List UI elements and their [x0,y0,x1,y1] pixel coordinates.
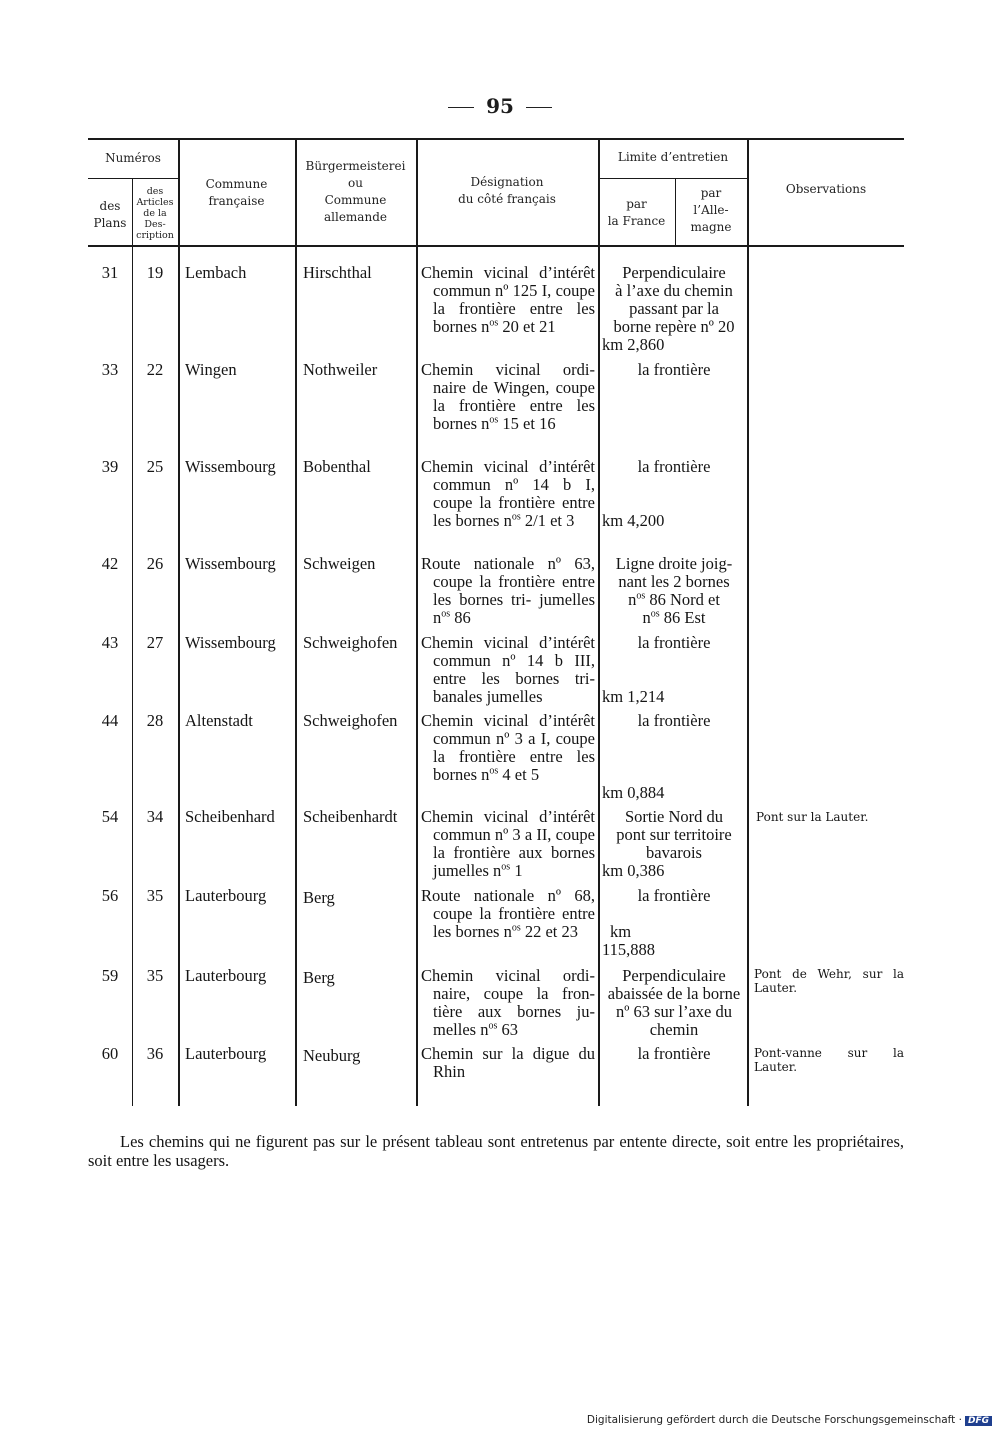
header-par-france [598,196,675,230]
row-limite: la frontière km 0,884 [602,711,711,802]
row-limite: la frontière km 1,214 [602,633,711,706]
row-burgermeisterei: Schweighofen [303,711,398,730]
numeros-subrule [88,178,178,179]
row-commune: Lauterbourg [185,1044,267,1063]
header-commune [178,176,295,210]
row-designation [421,887,595,941]
row-plan: 31 [101,263,119,282]
row-designation [421,458,595,530]
dash-right [526,107,552,108]
row-designation [421,808,595,880]
header-des-articles-l5: cription [136,230,174,241]
dash-left [448,107,474,108]
header-burg-l4: allemande [324,210,387,224]
header-burg-l2: ou [348,176,363,190]
header-designation [416,174,598,208]
row-designation [421,555,595,627]
row-burgermeisterei: Berg [303,968,335,987]
designation-text: Chemin vicinal d’intérêt commun nº 14 b III, entre les bornes tri- banales jumelles [421,633,595,706]
header-des-articles-l2: Articles [136,197,174,208]
row-limite: Perpendiculaire à l’axe du chemin passant par la borne repère nº 20 km 2,860 [602,263,735,354]
row-designation [421,361,595,433]
row-designation [421,634,595,706]
row-article: 34 [146,807,164,826]
row-plan: 59 [101,966,119,985]
row-plan: 43 [101,633,119,652]
designation-text: Chemin vicinal d’intérêt commun nº 3 a I, coupe la frontière entre les bornes $n^{os}$ 4 et 5 [421,711,595,784]
footnote: Les chemins qui ne figurent pas sur le présent tableau sont entretenus par entente directe, soit entre les propriétaires, soit entre les usagers. [88,1132,904,1170]
row-burgermeisterei: Bobenthal [303,457,371,476]
header-par-france-l1: par [626,197,647,211]
header-des-articles [132,186,178,241]
row-plan: 60 [101,1044,119,1063]
header-limite: Limite d’entretien [617,150,729,164]
designation-text: Chemin vicinal d’intérêt commun nº 3 a II, coupe la frontière aux bornes jumelles $n^{os}$ 1 [421,807,596,880]
row-designation [421,264,595,336]
digitization-credit [587,1414,992,1426]
row-limite: Perpendiculaire abaissée de la borne nº 63 sur l’axe du chemin [607,966,741,1039]
row-article: 35 [146,886,164,905]
table-top-rule [88,138,904,140]
row-plan: 54 [101,807,119,826]
row-commune: Scheibenhard [185,807,275,826]
row-commune: Wissembourg [185,633,276,652]
row-article: 28 [146,711,164,730]
designation-text: Route nationale nº 68, coupe la frontière entre les bornes $n^{os}$ 22 et 23 [421,886,595,941]
row-commune: Lembach [185,263,247,282]
row-designation [421,1045,595,1081]
row-limite: la frontière [637,360,711,379]
row-article: 25 [146,457,164,476]
row-burgermeisterei: Nothweiler [303,360,378,379]
row-limite: la frontière km 4,200 [602,457,711,530]
page-number-text: 95 [486,94,514,118]
row-designation [421,967,595,1039]
designation-text: Chemin sur la digue du Rhin [421,1044,595,1081]
header-par-all-l2: l’Alle- [693,203,729,217]
row-observations: Pont sur la Lauter. [756,810,869,824]
row-article: 35 [146,966,164,985]
header-par-all-l3: magne [690,220,732,234]
header-des-articles-l4: Des- [144,219,166,230]
header-burg-l3: Commune [324,193,387,207]
row-plan: 39 [101,457,119,476]
row-plan: 44 [101,711,119,730]
row-plan: 42 [101,554,119,573]
header-desig-l1: Désignation [470,175,544,189]
row-article: 26 [146,554,164,573]
row-article: 22 [146,360,164,379]
row-limite: la frontière [637,1044,711,1063]
limite-subrule [598,178,748,179]
header-par-france-l2: la France [607,214,666,228]
header-burg-l1: Bürgermeisterei [305,159,406,173]
row-burgermeisterei: Scheibenhardt [303,807,398,826]
col-rule-designation [598,138,600,1106]
row-burgermeisterei: Schweighofen [303,633,398,652]
header-des-articles-l1: des [146,186,164,197]
boundary-roads-table [88,138,904,1106]
header-des-plans-l2: Plans [93,216,127,230]
page-number [0,94,1000,118]
col-rule-burg [416,138,418,1106]
dfg-logo: DFG [965,1416,992,1426]
row-commune: Altenstadt [185,711,253,730]
row-limite: Sortie Nord du pont sur territoire bavarois km 0,386 [602,807,732,880]
designation-text: Chemin vicinal ordi- naire de Wingen, coupe la frontière entre les bornes $n^{os}$ 15 et 16 [421,360,595,433]
row-burgermeisterei: Hirschthal [303,263,372,282]
row-commune: Wissembourg [185,457,276,476]
row-limite: la frontière km 115,888 [602,886,711,959]
col-rule-commune [295,138,297,1106]
row-commune: Lauterbourg [185,886,267,905]
row-burgermeisterei: Berg [303,888,335,907]
row-plan: 33 [101,360,119,379]
header-des-articles-l3: de la [143,208,167,219]
header-par-allemagne [675,185,747,236]
row-burgermeisterei: Schweigen [303,554,376,573]
row-commune: Wissembourg [185,554,276,573]
header-numeros: Numéros [105,151,161,165]
header-commune-l1: Commune [205,177,268,191]
header-bottom-rule [88,245,904,247]
row-article: 19 [146,263,164,282]
header-burgermeisterei [295,158,416,226]
row-plan: 56 [101,886,119,905]
header-par-all-l1: par [700,186,722,200]
row-commune: Wingen [185,360,237,379]
header-commune-l2: française [208,194,265,208]
header-des-plans [88,198,132,232]
row-article: 27 [146,633,164,652]
row-limite: Ligne droite joig- nant les 2 bornes $n^{os}$ 86 Nord et $n^{os}$ 86 Est [615,554,733,627]
row-burgermeisterei: Neuburg [303,1046,361,1065]
row-article: 36 [146,1044,164,1063]
row-commune: Lauterbourg [185,966,267,985]
credit-text: Digitalisierung gefördert durch die Deutsche Forschungsgemeinschaft · [586,1414,962,1426]
header-des-plans-l1: des [99,199,121,213]
designation-text: Chemin vicinal d’intérêt commun nº 14 b I, coupe la frontière entre les bornes $n^{os}$ 2/1 et 3 [421,457,595,530]
row-observations: Pont-vanne sur la Lauter. [754,1046,904,1074]
row-observations: Pont de Wehr, sur la Lauter. [754,967,904,995]
col-rule-articles [178,138,180,1106]
col-rule-limite [747,138,749,1106]
row-designation [421,712,595,784]
header-observations: Observations [785,182,867,196]
designation-text: Chemin vicinal ordi- naire, coupe la fron- tière aux bornes ju- melles $n^{os}$ 63 [421,966,595,1039]
designation-text: Chemin vicinal d’intérêt commun nº 125 I, coupe la frontière entre les bornes $n^{os}$ 20 et 21 [421,263,595,336]
designation-text: Route nationale nº 63, coupe la frontière entre les bornes tri- jumelles $n^{os}$ 86 [421,554,595,627]
header-desig-l2: du côté français [458,192,556,206]
